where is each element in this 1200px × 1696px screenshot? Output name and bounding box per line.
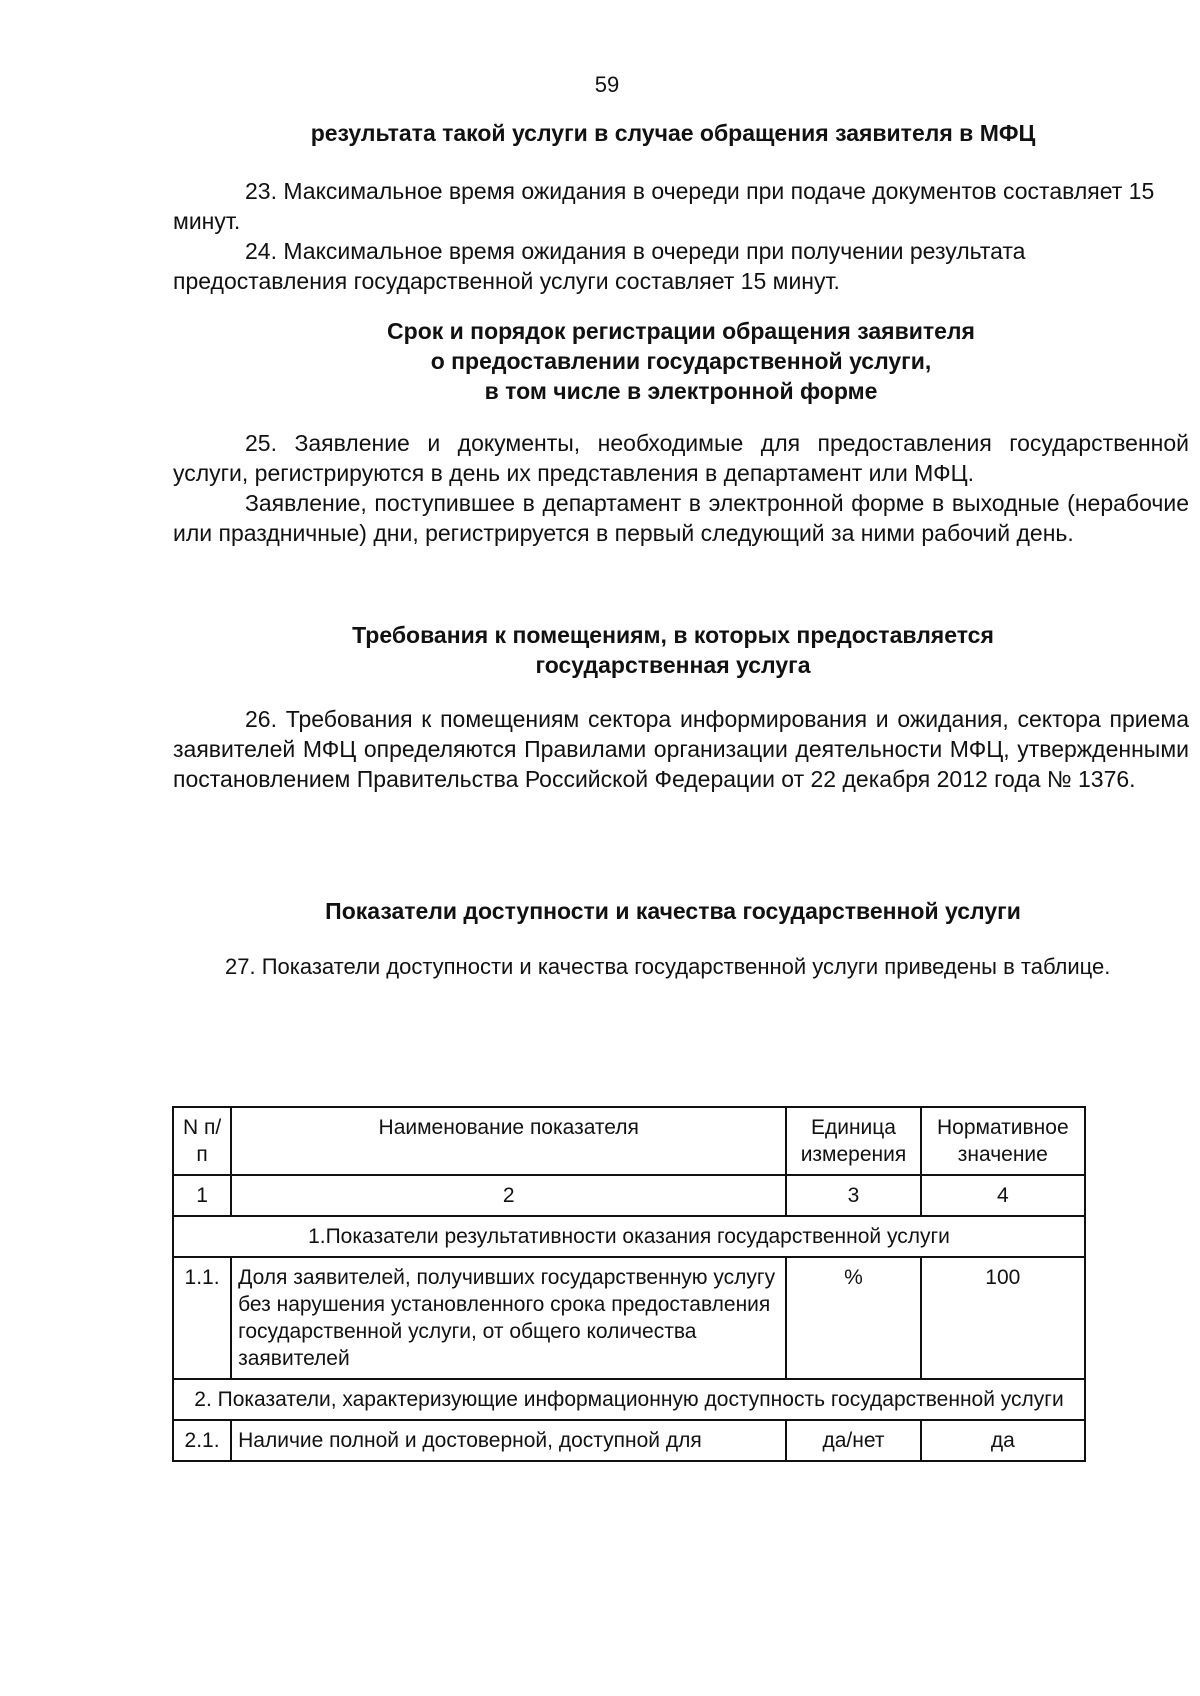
paragraph-25 — [173, 428, 1189, 548]
table-header-row — [173, 1107, 1085, 1175]
paragraph-27-text: 27. Показатели доступности и качества государственной услуги приведены в таблице. — [225, 954, 1111, 979]
paragraph-26 — [173, 704, 1189, 794]
header-name: Наименование показателя — [231, 1107, 786, 1175]
heading-line: государственная услуга — [535, 652, 811, 678]
row-name: Доля заявителей, получивших государственную услугу без нарушения установленного срока предоставления государственной услуги, от общего количества заявителей — [231, 1257, 786, 1379]
section-heading-registration — [173, 316, 1189, 406]
table-group-row — [173, 1379, 1085, 1420]
page-number: 59 — [594, 72, 620, 97]
header-num: N п/п — [173, 1107, 231, 1175]
row-norm: да — [921, 1420, 1085, 1461]
section-heading-indicators: Показатели доступности и качества государственной услуги — [325, 898, 1021, 924]
paragraph-27 — [173, 952, 1123, 981]
table-row — [173, 1257, 1085, 1379]
row-name: Наличие полной и достоверной, доступной для — [231, 1420, 786, 1461]
paragraph-23: 23. Максимальное время ожидания в очереди при подаче документов составляет 15 минут. — [173, 178, 1155, 234]
group-1-title: 1.Показатели результативности оказания государственной услуги — [173, 1216, 1085, 1257]
row-num: 1.1. — [173, 1257, 231, 1379]
row-unit: % — [786, 1257, 920, 1379]
section-heading-premises — [173, 620, 1173, 680]
heading-line: Срок и порядок регистрации обращения заявителя — [387, 318, 975, 344]
table-group-row — [173, 1216, 1085, 1257]
paragraph-24: 24. Максимальное время ожидания в очереди при получении результата предоставления государственной услуги составляет 15 минут. — [173, 238, 1026, 294]
index-cell: 4 — [921, 1175, 1085, 1216]
table-row — [173, 1420, 1085, 1461]
paragraph-25-a: 25. Заявление и документы, необходимые для предоставления государственной услуги, регистрируются в день их представления в департамент или МФЦ. — [173, 430, 1189, 486]
heading-line: в том числе в электронной форме — [484, 378, 878, 404]
table-index-row — [173, 1175, 1085, 1216]
paragraph-26-text: 26. Требования к помещениям сектора информирования и ожидания, сектора приема заявителей МФЦ определяются Правилами организации деятельности МФЦ, утвержденными постановлением Правительства Российской Федерации от 22 декабря 2012 года № 1376. — [173, 706, 1189, 792]
indicators-table — [172, 1106, 1086, 1462]
heading-line: Требования к помещениям, в которых предоставляется — [352, 622, 994, 648]
index-cell: 1 — [173, 1175, 231, 1216]
index-cell: 2 — [231, 1175, 786, 1216]
row-norm: 100 — [921, 1257, 1085, 1379]
paragraph-25-b: Заявление, поступившее в департамент в электронной форме в выходные (нерабочие или праздничные) дни, регистрируется в первый следующий за ними рабочий день. — [173, 490, 1189, 546]
group-2-title: 2. Показатели, характеризующие информационную доступность государственной услуги — [173, 1379, 1085, 1420]
section-heading-mfc-result: результата такой услуги в случае обращения заявителя в МФЦ — [310, 120, 1036, 146]
row-num: 2.1. — [173, 1420, 231, 1461]
row-unit: да/нет — [786, 1420, 920, 1461]
header-unit: Единица измерения — [786, 1107, 920, 1175]
heading-line: о предоставлении государственной услуги, — [430, 348, 932, 374]
index-cell: 3 — [786, 1175, 920, 1216]
paragraph-23-24 — [173, 176, 1189, 296]
header-norm: Нормативное значение — [921, 1107, 1085, 1175]
